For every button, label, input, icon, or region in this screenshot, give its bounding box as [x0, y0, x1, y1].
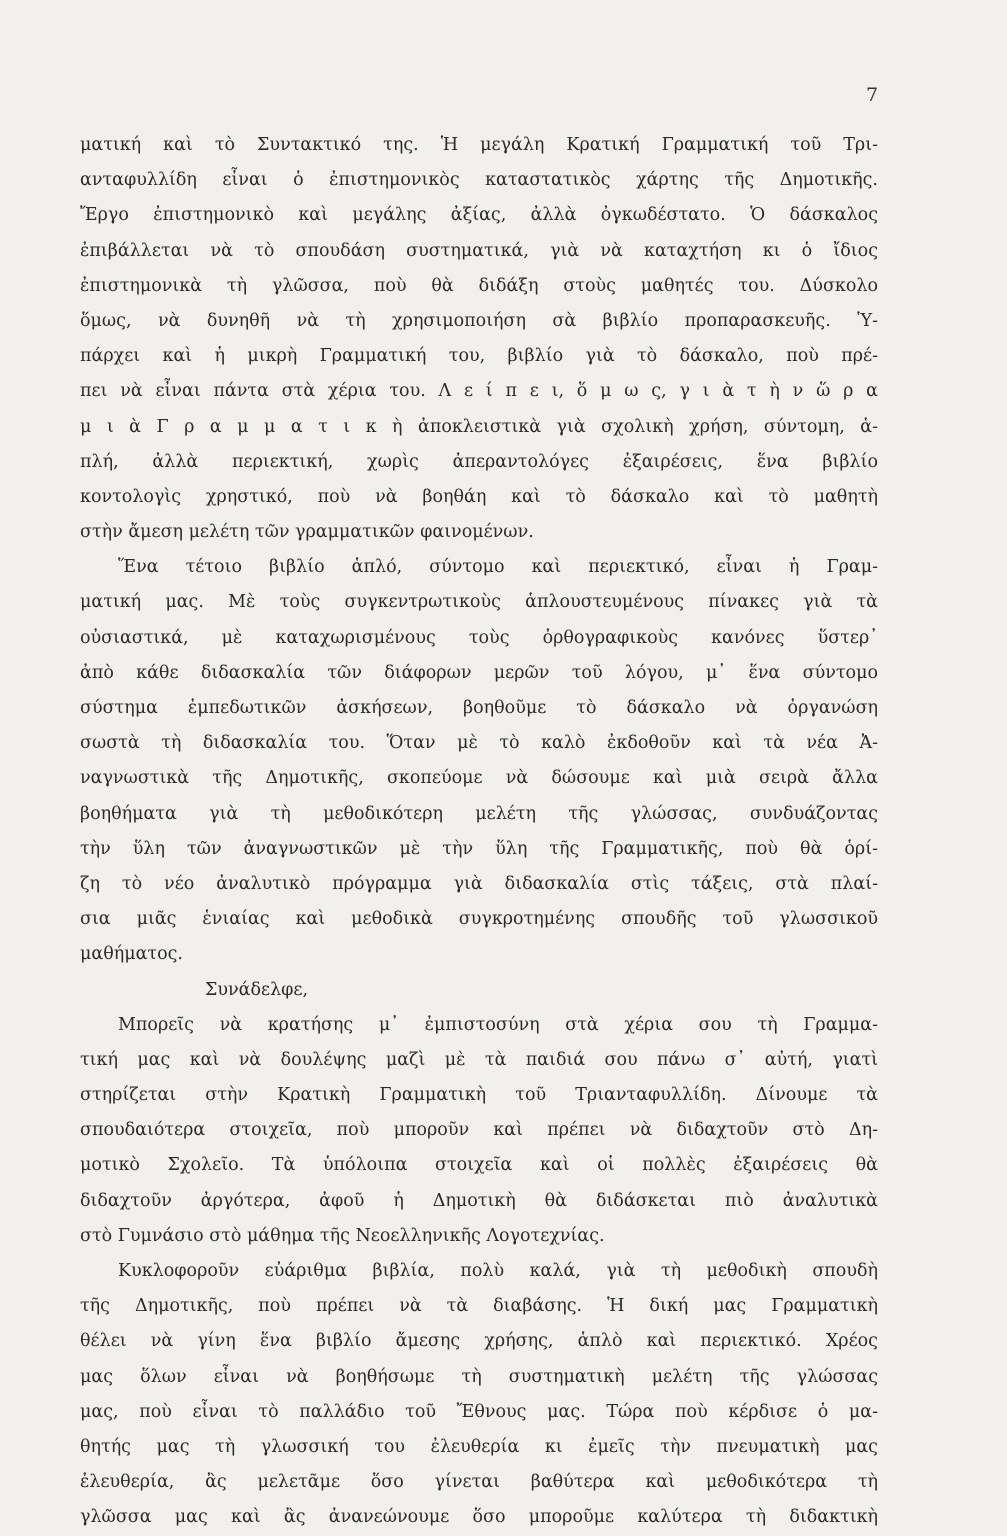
text-line: πει νὰ εἶναι πάντα στὰ χέρια του. Λ ε ί π ε ι, ὅ μ ω ς, γ ι ὰ τ ὴ ν ὥ ρ α — [80, 381, 878, 402]
text-line: μοτικὸ Σχολεῖο. Τὰ ὑπόλοιπα στοιχεῖα καὶ οἱ πολλὲς ἐξαιρέσεις θὰ — [80, 1155, 878, 1176]
text-line: ανταφυλλίδη εἶναι ὁ ἐπιστημονικὸς καταστατικὸς χάρτης τῆς Δημοτικῆς. — [80, 170, 878, 191]
text-line: στηρίζεται στὴν Κρατικὴ Γραμματικὴ τοῦ Τριανταφυλλίδη. Δίνουμε τὰ — [80, 1085, 878, 1106]
text-line: πλή, ἀλλὰ περιεκτική, χωρὶς ἀπεραντολόγες ἐξαιρέσεις, ἕνα βιβλίο — [80, 451, 878, 472]
text-line: οὐσιαστικά, μὲ καταχωρισμένους τοὺς ὀρθογραφικοὺς κανόνες ὕστερ᾽ — [80, 627, 878, 648]
text-line: γλῶσσα μας καὶ ἂς ἀνανεώνουμε ὅσο μποροῦμε καλύτερα τὴ διδακτικὴ — [80, 1507, 878, 1528]
text-line: Ἔργο ἐπιστημονικὸ καὶ μεγάλης ἀξίας, ἀλλὰ ὀγκωδέστατο. Ὁ δάσκαλος — [80, 205, 878, 226]
text-line: στὸ Γυμνάσιο στὸ μάθημα τῆς Νεοελληνικῆς Λογοτεχνίας. — [80, 1225, 605, 1246]
text-line: πάρχει καὶ ἡ μικρὴ Γραμματική του, βιβλίο γιὰ τὸ δάσκαλο, ποὺ πρέ- — [80, 346, 878, 367]
text-line: σύστημα ἐμπεδωτικῶν ἀσκήσεων, βοηθοῦμε τὸ δάσκαλο νὰ ὀργανώση — [80, 698, 878, 718]
text-line: κοντολογὶς χρηστικό, ποὺ νὰ βοηθάη καὶ τὸ δάσκαλο καὶ τὸ μαθητὴ — [80, 486, 878, 507]
text-line: τῆς Δημοτικῆς, ποὺ πρέπει νὰ τὰ διαβάσης. Ἡ δική μας Γραμματικὴ — [80, 1296, 878, 1317]
text-line: Κυκλοφοροῦν εὐάριθμα βιβλία, πολὺ καλά, γιὰ τὴ μεθοδικὴ σπουδὴ — [118, 1261, 878, 1281]
text-line: μας, ποὺ εἶναι τὸ παλλάδιο τοῦ Ἔθνους μας. Τώρα ποὺ κέρδισε ὁ μα- — [80, 1401, 878, 1422]
text-line: βοηθήματα γιὰ τὴ μεθοδικότερη μελέτη τῆς γλώσσας, συνδυάζοντας — [80, 803, 878, 824]
text-line: μ ι ὰ Γ ρ α μ μ α τ ι κ ὴ ἀποκλειστικὰ γιὰ σχολικὴ χρήση, σύντομη, ἁ- — [80, 416, 878, 437]
text-line: τική μας καὶ νὰ δουλέψης μαζὶ μὲ τὰ παιδιά σου πάνω σ᾽ αὐτή, γιατὶ — [80, 1049, 878, 1070]
text-line: θέλει νὰ γίνη ἕνα βιβλίο ἄμεσης χρήσης, ἁπλὸ καὶ περιεκτικό. Χρέος — [80, 1331, 878, 1352]
text-line: Συνάδελφε, — [205, 979, 309, 1000]
text-line: ζη τὸ νέο ἀναλυτικὸ πρόγραμμα γιὰ διδασκαλία στὶς τάξεις, στὰ πλαί- — [80, 873, 878, 894]
text-line: Ἕνα τέτοιο βιβλίο ἁπλό, σύντομο καὶ περιεκτικό, εἶναι ἡ Γραμ- — [118, 557, 878, 578]
text-line: ματική καὶ τὸ Συντακτικό της. Ἡ μεγάλη Κρατική Γραμματική τοῦ Τρι- — [80, 135, 878, 155]
text-line: ἐπιβάλλεται νὰ τὸ σπουδάση συστηματικά, γιὰ νὰ καταχτήση κι ὁ ἴδιος — [80, 240, 878, 261]
text-line: σωστὰ τὴ διδασκαλία του. Ὅταν μὲ τὸ καλὸ ἐκδοθοῦν καὶ τὰ νέα Ἀ- — [80, 733, 878, 754]
text-line: ματική μας. Μὲ τοὺς συγκεντρωτικοὺς ἁπλουστευμένους πίνακες γιὰ τὰ — [80, 592, 878, 613]
text-line: μας ὅλων εἶναι νὰ βοηθήσωμε τὴ συστηματικὴ μελέτη τῆς γλώσσας — [80, 1366, 878, 1387]
text-line: τὴν ὕλη τῶν ἀναγνωστικῶν μὲ τὴν ὕλη τῆς Γραμματικῆς, ποὺ θὰ ὁρί- — [80, 838, 878, 859]
text-line: Μπορεῖς νὰ κρατήσης μ᾽ ἐμπιστοσύνη στὰ χέρια σου τὴ Γραμμα- — [118, 1014, 878, 1035]
text-line: ἀπὸ κάθε διδασκαλία τῶν διάφορων μερῶν τοῦ λόγου, μ᾽ ἕνα σύντομο — [80, 662, 878, 683]
text-line: διδαχτοῦν ἀργότερα, ἀφοῦ ἡ Δημοτικὴ θὰ διδάσκεται πιὸ ἀναλυτικὰ — [80, 1190, 878, 1211]
text-line: θητής μας τὴ γλωσσική του ἐλευθερία κι ἐμεῖς τὴν πνευματικὴ μας — [80, 1436, 878, 1457]
text-line: ἐπιστημονικὰ τὴ γλῶσσα, ποὺ θὰ διδάξη στοὺς μαθητές του. Δύσκολο — [80, 275, 878, 296]
text-line: ὅμως, νὰ δυνηθῆ νὰ τὴ χρησιμοποιήση σὰ βιβλίο προπαρασκευῆς. Ὑ- — [80, 310, 878, 331]
text-line: σπουδαιότερα στοιχεῖα, ποὺ μποροῦν καὶ πρέπει νὰ διδαχτοῦν στὸ Δη- — [80, 1120, 878, 1141]
text-line: μαθήματος. — [80, 944, 183, 965]
body-text — [80, 128, 878, 1536]
page-number: 7 — [866, 84, 879, 106]
text-line: σια μιᾶς ἑνιαίας καὶ μεθοδικὰ συγκροτημένης σπουδῆς τοῦ γλωσσικοῦ — [80, 909, 878, 930]
text-line: ναγνωστικὰ τῆς Δημοτικῆς, σκοπεύομε νὰ δώσουμε καὶ μιὰ σειρὰ ἄλλα — [80, 768, 878, 789]
text-line: στὴν ἄμεση μελέτη τῶν γραμματικῶν φαινομένων. — [80, 522, 534, 543]
text-line: ἐλευθερία, ἂς μελετᾶμε ὅσο γίνεται βαθύτερα καὶ μεθοδικότερα τὴ — [80, 1472, 878, 1493]
